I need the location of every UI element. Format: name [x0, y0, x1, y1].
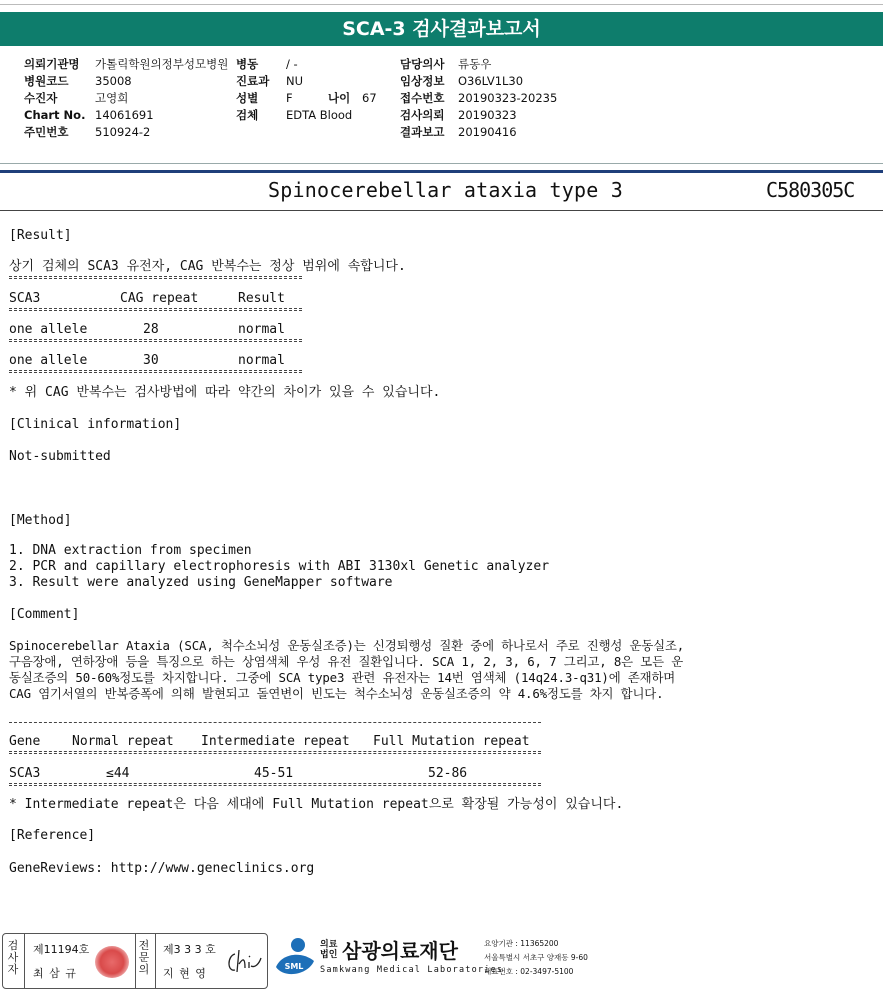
comment-line: CAG 염기서열의 반복증폭에 의해 발현되고 돌연변이 빈도는 척수소뇌성 운동실조증의 약 4.6%정도를 차지 합니다. [9, 686, 664, 701]
result-heading: [Result] [9, 228, 72, 243]
report-title: SCA-3 검사결과보고서 [0, 12, 883, 46]
value-sex: F [286, 91, 293, 105]
ref-col-full: Full Mutation repeat [373, 734, 530, 749]
label-clinical-info: 임상정보 [400, 74, 445, 88]
result-row-allele: one allele [9, 353, 88, 368]
signature-icon [225, 946, 263, 976]
test-name: Spinocerebellar ataxia type 3 [268, 178, 623, 202]
examiner-label: 검 사 자 [7, 939, 19, 976]
clinical-text: Not-submitted [9, 449, 111, 464]
label-result-report: 결과보고 [400, 125, 445, 139]
test-code: C580305C [766, 178, 855, 202]
divider-bold [0, 170, 883, 173]
table-rule [9, 339, 302, 342]
result-row-repeat: 28 [143, 322, 159, 337]
label-sex: 성별 [236, 91, 259, 105]
method-heading: [Method] [9, 513, 72, 528]
ref-row-normal: ≤44 [106, 766, 130, 781]
comment-note: * Intermediate repeat은 다음 세대에 Full Mutation repeat으로 확장될 가능성이 있습니다. [9, 797, 624, 812]
value-ward: / - [286, 57, 298, 71]
result-summary: 상기 검체의 SCA3 유전자, CAG 반복수는 정상 범위에 속합니다. [9, 259, 406, 274]
org-english: Samkwang Medical Laboratories [320, 965, 504, 975]
label-chart-no: Chart No. [24, 108, 86, 122]
label-ward: 병동 [236, 57, 259, 71]
label-receipt-no: 접수번호 [400, 91, 445, 105]
result-row-status: normal [238, 322, 285, 337]
value-requesting-org: 가톨릭학원의정부성모병원 [95, 57, 229, 71]
org-phone: 대표번호 : 02-3497-5100 [484, 967, 574, 976]
value-result-report: 20190416 [458, 125, 517, 139]
patient-info-col3 [400, 56, 557, 141]
method-step: 2. PCR and capillary electrophoresis with ABI 3130xl Genetic analyzer [9, 559, 550, 574]
table-rule [9, 751, 541, 754]
org-type: 의료 법인 [320, 939, 338, 960]
patient-info-col1 [24, 56, 228, 141]
method-step: 3. Result were analyzed using GeneMapper software [9, 575, 393, 590]
table-rule [9, 370, 302, 373]
value-resident-no: 510924-2 [95, 125, 151, 139]
result-row-allele: one allele [9, 322, 88, 337]
ref-col-gene: Gene [9, 734, 41, 749]
ref-row-gene: SCA3 [9, 766, 41, 781]
value-chart-no: 14061691 [95, 108, 154, 122]
org-name: 삼광의료재단 [342, 939, 458, 963]
org-contact [484, 937, 588, 979]
top-border [0, 4, 883, 5]
label-specimen: 검체 [236, 108, 259, 122]
org-code: 요양기관 : 11365200 [484, 939, 559, 948]
value-hospital-code: 35008 [95, 74, 132, 88]
divider [0, 210, 883, 211]
label-resident-no: 주민번호 [24, 125, 69, 139]
value-department: NU [286, 74, 304, 88]
examiner-name: 최 삼 규 [33, 967, 77, 980]
comment-line: 구음장애, 연하장애 등을 특징으로 하는 상염색체 우성 유전 질환입니다. SCA 1, 2, 3, 6, 7 그리고, 8은 모든 운 [9, 654, 684, 669]
value-test-request: 20190323 [458, 108, 517, 122]
label-test-request: 검사의뢰 [400, 108, 445, 122]
sml-logo-icon [272, 935, 316, 979]
value-specimen: EDTA Blood [286, 108, 353, 122]
ref-row-full: 52-86 [428, 766, 468, 781]
clinical-heading: [Clinical information] [9, 417, 182, 432]
value-patient-name: 고영희 [95, 91, 129, 105]
result-col-cag: CAG repeat [120, 291, 199, 306]
seal-stamp [95, 946, 129, 978]
reference-link[interactable]: GeneReviews: http://www.geneclinics.org [9, 861, 315, 876]
result-col-gene: SCA3 [9, 291, 41, 306]
ref-col-normal: Normal repeat [72, 734, 174, 749]
value-doctor: 류동우 [458, 57, 492, 71]
value-receipt-no: 20190323-20235 [458, 91, 558, 105]
comment-line: Spinocerebellar Ataxia (SCA, 척수소뇌성 운동실조증)는 신경퇴행성 질환 중에 하나로서 주로 진행성 운동실조, [9, 638, 685, 653]
comment-line: 동실조증의 50-60%정도를 차지합니다. 그중에 SCA type3 관련 유전자는 14번 염색체 (14q24.3-q31)에 존재하며 [9, 670, 676, 685]
result-row-status: normal [238, 353, 285, 368]
patient-info-col2 [236, 56, 377, 124]
result-note: * 위 CAG 반복수는 검사방법에 따라 약간의 차이가 있을 수 있습니다. [9, 385, 441, 400]
result-row-repeat: 30 [143, 353, 159, 368]
specialist-name: 지 현 영 [163, 967, 207, 980]
organization [320, 935, 504, 975]
ref-row-intermediate: 45-51 [254, 766, 294, 781]
table-rule [9, 722, 541, 723]
ref-col-intermediate: Intermediate repeat [201, 734, 350, 749]
comment-heading: [Comment] [9, 607, 80, 622]
org-address: 서울특별시 서초구 양재동 9-60 [484, 953, 588, 962]
table-rule [9, 308, 302, 311]
label-doctor: 담당의사 [400, 57, 445, 71]
method-step: 1. DNA extraction from specimen [9, 543, 252, 558]
value-age: 67 [362, 91, 377, 105]
specialist-license-no: 제3 3 3 호 [163, 943, 216, 956]
label-patient-name: 수진자 [24, 91, 58, 105]
footer [0, 933, 883, 989]
result-col-result: Result [238, 291, 285, 306]
table-rule [9, 783, 541, 786]
specialist-label: 전 문 의 [138, 939, 150, 976]
label-department: 진료과 [236, 74, 270, 88]
logo-text: SML [284, 962, 304, 971]
signature-box [2, 933, 268, 989]
table-rule [9, 276, 302, 279]
examiner-license-no: 제11194호 [33, 943, 90, 956]
value-clinical-info: O36LV1L30 [458, 74, 524, 88]
label-hospital-code: 병원코드 [24, 74, 69, 88]
label-requesting-org: 의뢰기관명 [24, 57, 80, 71]
label-age: 나이 [328, 91, 351, 105]
reference-heading: [Reference] [9, 828, 96, 843]
divider [0, 163, 883, 164]
